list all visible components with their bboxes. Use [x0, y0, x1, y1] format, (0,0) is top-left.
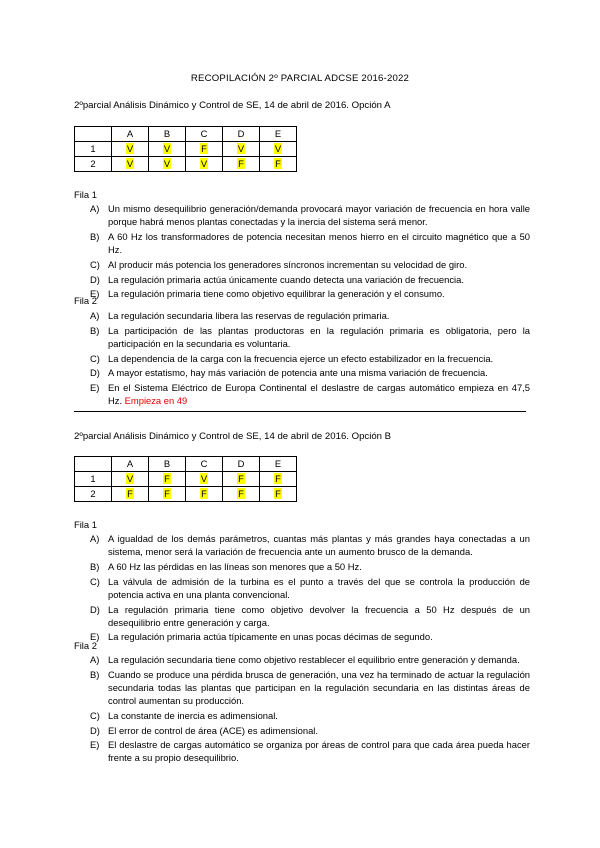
col-header-b: B	[149, 127, 186, 142]
col-header-a: A	[112, 127, 149, 142]
answer-cell	[260, 142, 297, 157]
question-text: Un mismo desequilibrio generación/demanda provocará mayor variación de frecuencia en hora valle porque habrá menos plantas conectadas y la inercia del sistema será menor.	[108, 203, 530, 228]
answer-value: F	[127, 488, 133, 499]
answer-value: F	[201, 143, 207, 154]
question-text: La válvula de admisión de la turbina es el punto a través del que se controla la producción de potencia activa en una planta convencional.	[108, 575, 530, 600]
question-letter: E)	[90, 739, 100, 751]
question-letter: C)	[90, 575, 100, 587]
col-header-e: E	[260, 127, 297, 142]
section-divider	[74, 411, 526, 412]
answer-value: V	[200, 158, 208, 169]
question-item	[90, 560, 530, 573]
question-item	[90, 273, 530, 286]
question-item	[90, 352, 530, 365]
question-item	[90, 287, 530, 300]
question-letter: D)	[90, 603, 100, 615]
table-corner	[75, 457, 112, 472]
answer-cell	[149, 157, 186, 172]
question-item	[90, 202, 530, 228]
col-header-a: A	[112, 457, 149, 472]
answer-value: F	[201, 488, 207, 499]
question-text: Cuando se produce una pérdida brusca de generación, una vez ha terminado de actuar la regulación secundaria todas las plantas que participan en la regulación secundaria en las distintas áreas de control aumentan su producción.	[108, 668, 530, 707]
question-text: La regulación secundaria tiene como objetivo restablecer el equilibrio entre generación y demanda.	[108, 654, 520, 665]
question-letter: E)	[90, 288, 100, 300]
answer-value: F	[275, 158, 281, 169]
answer-value: F	[238, 158, 244, 169]
answer-value: F	[275, 473, 281, 484]
question-letter: A)	[90, 310, 100, 321]
question-letter: A)	[90, 203, 100, 214]
question-text: En el Sistema Eléctrico de Europa Continental el deslastre de cargas automático empieza en 47,5 Hz.	[108, 382, 530, 407]
col-header-d: D	[223, 457, 260, 472]
question-text: El deslastre de cargas automático se organiza por áreas de control para que cada área pueda hacer frente a su propio desequilibrio.	[108, 739, 530, 764]
answer-cell	[186, 157, 223, 172]
table-header-row	[75, 127, 297, 142]
table-row	[75, 487, 297, 502]
question-text: La constante de inercia es adimensional.	[108, 709, 278, 721]
answer-cell	[149, 142, 186, 157]
col-header-c: C	[186, 457, 223, 472]
question-item	[90, 309, 530, 322]
question-item	[90, 324, 530, 350]
answer-value: V	[200, 473, 208, 484]
col-header-c: C	[186, 127, 223, 142]
question-text: A igualdad de los demás parámetros, cuantas más plantas y más grandes haya conectadas a un sistema, menor será la variación de frecuencia ante un aumento brusco de la demanda.	[108, 533, 530, 558]
table-row	[75, 472, 297, 487]
question-item	[90, 366, 530, 379]
answer-cell	[223, 157, 260, 172]
row-label: 2	[75, 157, 112, 172]
answer-cell	[186, 472, 223, 487]
question-text: A 60 Hz los transformadores de potencia necesitan menos hierro en el circuito magnético que a 50 Hz.	[108, 230, 530, 256]
question-list	[90, 309, 530, 409]
question-text: La regulación primaria actúa únicamente cuando detecta una variación de frecuencia.	[108, 273, 464, 285]
question-letter: C)	[90, 709, 100, 721]
fila-label: Fila 2	[74, 295, 97, 306]
table-row	[75, 157, 297, 172]
table-corner	[75, 127, 112, 142]
question-text: La regulación primaria tiene como objetivo devolver la frecuencia a 50 Hz después de un desequilibrio entre generación y carga.	[108, 603, 530, 628]
question-letter: E)	[90, 631, 100, 643]
table-row	[75, 142, 297, 157]
answer-cell	[112, 157, 149, 172]
answer-value: F	[164, 473, 170, 484]
row-label: 2	[75, 487, 112, 502]
answer-cell	[112, 472, 149, 487]
section-b-title: 2ºparcial Análisis Dinámico y Control de SE, 14 de abril de 2016. Opción B	[74, 431, 392, 442]
answer-value: V	[274, 143, 282, 154]
question-letter: A)	[90, 654, 100, 665]
question-item	[90, 738, 530, 764]
question-item	[90, 630, 530, 643]
answer-value: F	[238, 473, 244, 484]
correction-note: Empieza en 49	[124, 395, 188, 407]
answer-value: V	[163, 143, 171, 154]
answer-cell	[223, 472, 260, 487]
fila-label: Fila 1	[74, 189, 97, 200]
question-letter: C)	[90, 352, 100, 364]
question-text: La regulación primaria actúa típicamente en unas pocas décimas de segundo.	[108, 631, 433, 643]
col-header-d: D	[223, 127, 260, 142]
answer-cell	[223, 142, 260, 157]
question-item	[90, 575, 530, 601]
answer-cell	[149, 472, 186, 487]
answer-cell	[112, 487, 149, 502]
answer-cell	[186, 142, 223, 157]
question-item	[90, 381, 530, 407]
answers-table-a	[74, 126, 297, 172]
answer-value: V	[163, 158, 171, 169]
question-letter: B)	[90, 668, 100, 680]
question-text: A mayor estatismo, hay más variación de potencia ante una misma variación de frecuencia.	[108, 367, 488, 379]
question-item	[90, 258, 530, 271]
question-letter: B)	[90, 230, 100, 242]
question-letter: C)	[90, 258, 100, 270]
question-text: A 60 Hz las pérdidas en las líneas son menores que a 50 Hz.	[108, 560, 362, 572]
answer-cell	[223, 487, 260, 502]
table-header-row	[75, 457, 297, 472]
question-text: La regulación primaria tiene como objetivo equilibrar la generación y el consumo.	[108, 288, 445, 300]
question-letter: A)	[90, 533, 100, 544]
col-header-b: B	[149, 457, 186, 472]
answer-cell	[112, 142, 149, 157]
question-letter: B)	[90, 324, 100, 336]
question-text: La dependencia de la carga con la frecuencia ejerce un efecto estabilizador en la frecuencia.	[108, 352, 494, 364]
answer-value: V	[126, 473, 134, 484]
row-label: 1	[75, 472, 112, 487]
document-title: RECOPILACIÓN 2º PARCIAL ADCSE 2016-2022	[190, 73, 410, 84]
answer-value: V	[126, 158, 134, 169]
fila-label: Fila 2	[74, 640, 97, 651]
answer-value: F	[275, 488, 281, 499]
fila-label: Fila 1	[74, 519, 97, 530]
question-list	[90, 532, 530, 645]
question-letter: B)	[90, 560, 100, 572]
question-letter: D)	[90, 724, 100, 736]
question-item	[90, 709, 530, 722]
question-item	[90, 668, 530, 708]
answer-cell	[260, 157, 297, 172]
question-list	[90, 653, 530, 766]
question-item	[90, 230, 530, 256]
section-a-title: 2ºparcial Análisis Dinámico y Control de SE, 14 de abril de 2016. Opción A	[74, 100, 391, 111]
answer-cell	[260, 487, 297, 502]
question-text: Al producir más potencia los generadores síncronos incrementan su velocidad de giro.	[108, 258, 468, 270]
question-item	[90, 653, 530, 666]
answer-value: F	[164, 488, 170, 499]
col-header-e: E	[260, 457, 297, 472]
answer-cell	[186, 487, 223, 502]
question-letter: E)	[90, 382, 100, 394]
question-text: La regulación secundaria libera las reservas de regulación primaria.	[108, 310, 390, 321]
question-list	[90, 202, 530, 302]
question-item	[90, 532, 530, 558]
answer-cell	[149, 487, 186, 502]
question-item	[90, 724, 530, 737]
question-letter: D)	[90, 367, 100, 379]
row-label: 1	[75, 142, 112, 157]
answer-value: V	[126, 143, 134, 154]
question-text: El error de control de área (ACE) es adimensional.	[108, 724, 318, 736]
question-item	[90, 603, 530, 629]
answer-value: V	[237, 143, 245, 154]
question-letter: D)	[90, 273, 100, 285]
answer-value: F	[238, 488, 244, 499]
answers-table-b	[74, 456, 297, 502]
answer-cell	[260, 472, 297, 487]
question-text: La participación de las plantas productoras en la regulación primaria es obligatoria, pero la participación en la secundaria es voluntaria.	[108, 324, 530, 349]
